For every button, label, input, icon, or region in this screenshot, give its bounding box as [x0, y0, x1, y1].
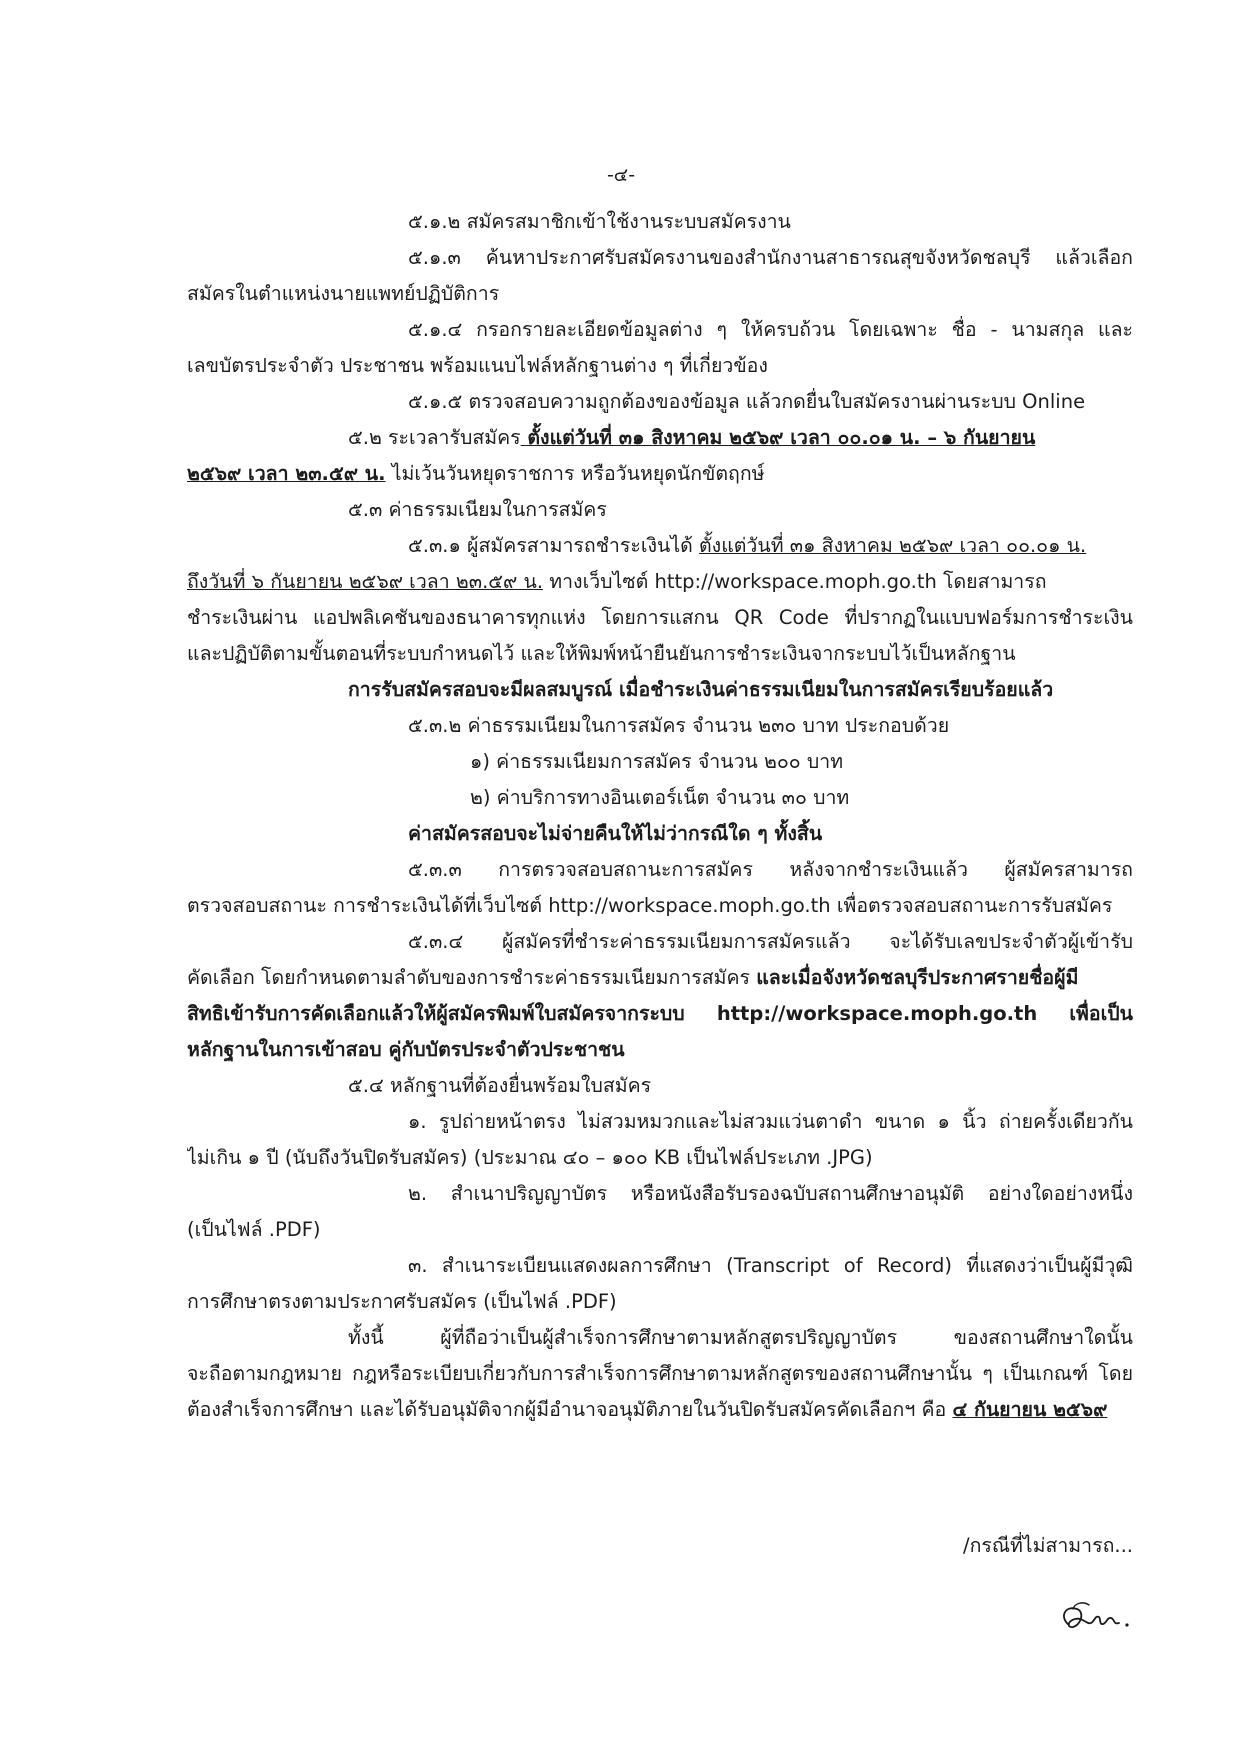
signature-initials — [1055, 1595, 1135, 1645]
item-5-1-5: ๕.๑.๕ ตรวจสอบความถูกต้องของข้อมูล แล้วกดยื่นใบสมัครงานผ่านระบบ Online — [408, 390, 1086, 413]
document-1-line1: ๑. รูปถ่ายหน้าตรง ไม่สวมหมวกและไม่สวมแว่นตาดำ ขนาด ๑ นิ้ว ถ่ายครั้งเดียวกัน — [408, 1110, 1133, 1133]
item-5-2-label: ๕.๒ ระเวลารับสมัคร — [348, 426, 521, 449]
item-5-3-1-line2 — [187, 564, 1133, 600]
document-1-line2: ไม่เกิน ๑ ปี (นับถึงวันปิดรับสมัคร) (ประมาณ ๔๐ – ๑๐๐ KB เป็นไฟล์ประเภท .JPG) — [187, 1146, 873, 1169]
item-5-3-4-line3: สิทธิเข้ารับการคัดเลือกแล้วให้ผู้สมัครพิมพ์ใบสมัครจากระบบ http://workspace.moph.go.th เพื่อเป็น — [187, 1002, 1133, 1025]
item-5-3-4-text: คัดเลือก โดยกำหนดตามลำดับของการชำระค่าธรรมเนียมการสมัคร — [187, 966, 757, 989]
item-5-3-3-line1: ๕.๓.๓ การตรวจสอบสถานะการสมัคร หลังจากชำระเงินแล้ว ผู้สมัครสามารถ — [408, 858, 1133, 881]
document-2-line2: (เป็นไฟล์ .PDF) — [187, 1218, 321, 1241]
item-5-1-3-line1: ๕.๑.๓ ค้นหาประกาศรับสมัครงานของสำนักงานสาธารณสุขจังหวัดชลบุรี แล้วเลือก — [408, 246, 1133, 269]
item-5-2-period-start: ตั้งแต่วันที่ ๓๑ สิงหาคม ๒๕๖๙ เวลา ๐๐.๐๑ น. – ๖ กันยายน — [520, 426, 1036, 449]
item-5-2-period-end: ๒๕๖๙ เวลา ๒๓.๕๙ น. — [187, 462, 386, 485]
item-5-2-line2 — [187, 456, 765, 492]
continuation-text: /กรณีที่ไม่สามารถ... — [963, 1534, 1133, 1557]
item-5-3-1-period-start: ตั้งแต่วันที่ ๓๑ สิงหาคม ๒๕๖๙ เวลา ๐๐.๐๑ น. — [699, 534, 1087, 557]
complete-registration-note: การรับสมัครสอบจะมีผลสมบูรณ์ เมื่อชำระเงินค่าธรรมเนียมในการสมัครเรียบร้อยแล้ว — [348, 678, 1054, 701]
item-5-4: ๕.๔ หลักฐานที่ต้องยื่นพร้อมใบสมัคร — [348, 1074, 652, 1097]
item-5-1-3-line2: สมัครในตำแหน่งนายแพทย์ปฏิบัติการ — [187, 282, 500, 305]
graduation-note-line2: จะถือตามกฎหมาย กฎหรือระเบียบเกี่ยวกับการสำเร็จการศึกษาตามหลักสูตรของสถานศึกษานั้น ๆ เป็นเกณฑ์ โดย — [187, 1362, 1133, 1385]
item-5-2-line1 — [348, 420, 1133, 456]
item-5-3-4-line4: หลักฐานในการเข้าสอบ คู่กับบัตรประจำตัวประชาชน — [187, 1038, 625, 1061]
item-5-3-3-line2: ตรวจสอบสถานะ การชำระเงินได้ที่เว็บไซต์ http://workspace.moph.go.th เพื่อตรวจสอบสถานะการรับสมัคร — [187, 894, 1113, 917]
page-number: -๔- — [606, 164, 636, 186]
fee-item-1: ๑) ค่าธรรมเนียมการสมัคร จำนวน ๒๐๐ บาท — [470, 750, 844, 773]
document-3-line1: ๓. สำเนาระเบียนแสดงผลการศึกษา (Transcript of Record) ที่แสดงว่าเป็นผู้มีวุฒิ — [408, 1254, 1133, 1277]
no-refund-note: ค่าสมัครสอบจะไม่จ่ายคืนให้ไม่ว่ากรณีใด ๆ ทั้งสิ้น — [408, 822, 823, 845]
item-5-3: ๕.๓ ค่าธรรมเนียมในการสมัคร — [348, 498, 607, 521]
item-5-3-1-period-end: ถึงวันที่ ๖ กันยายน ๒๕๖๙ เวลา ๒๓.๕๙ น. — [187, 570, 544, 593]
document-3-line2: การศึกษาตรงตามประกาศรับสมัคร (เป็นไฟล์ .PDF) — [187, 1290, 617, 1313]
item-5-3-1-website: ทางเว็บไซต์ http://workspace.moph.go.th โดยสามารถ — [543, 570, 1047, 593]
graduation-deadline: ๔ กันยายน ๒๕๖๙ — [952, 1398, 1108, 1421]
item-5-1-4-line1: ๕.๑.๔ กรอกรายละเอียดข้อมูลต่าง ๆ ให้ครบถ้วน โดยเฉพาะ ชื่อ - นามสกุล และ — [408, 318, 1133, 341]
item-5-3-4-line2 — [187, 960, 1078, 996]
item-5-3-2: ๕.๓.๒ ค่าธรรมเนียมในการสมัคร จำนวน ๒๓๐ บาท ประกอบด้วย — [408, 714, 950, 737]
graduation-note-line1: ทั้งนี้ ผู้ที่ถือว่าเป็นผู้สำเร็จการศึกษาตามหลักสูตรปริญญาบัตร ของสถานศึกษาใดนั้น — [348, 1326, 1133, 1349]
item-5-3-4-line1: ๕.๓.๔ ผู้สมัครที่ชำระค่าธรรมเนียมการสมัครแล้ว จะได้รับเลขประจำตัวผู้เข้ารับ — [408, 930, 1133, 953]
item-5-3-1-line1 — [408, 528, 1133, 564]
fee-item-2: ๒) ค่าบริการทางอินเตอร์เน็ต จำนวน ๓๐ บาท — [470, 786, 850, 809]
item-5-1-2: ๕.๑.๒ สมัครสมาชิกเข้าใช้งานระบบสมัครงาน — [408, 210, 791, 233]
document-2-line1: ๒. สำเนาปริญญาบัตร หรือหนังสือรับรองฉบับสถานศึกษาอนุมัติ อย่างใดอย่างหนึ่ง — [408, 1182, 1133, 1205]
graduation-note-text: ต้องสำเร็จการศึกษา และได้รับอนุมัติจากผู้มีอำนาจอนุมัติภายในวันปิดรับสมัครคัดเลือกฯ คือ — [187, 1398, 953, 1421]
item-5-3-1-line3: ชำระเงินผ่าน แอปพลิเคชันของธนาคารทุกแห่ง โดยการแสกน QR Code ที่ปรากฏในแบบฟอร์มการชำระเงิน — [187, 606, 1133, 629]
graduation-note-line3 — [187, 1392, 1133, 1428]
item-5-1-4-line2: เลขบัตรประจำตัว ประชาชน พร้อมแนบไฟล์หลักฐานต่าง ๆ ที่เกี่ยวข้อง — [187, 354, 768, 377]
item-5-3-1-text: ๕.๓.๑ ผู้สมัครสามารถชำระเงินได้ — [408, 534, 700, 557]
item-5-3-1-line4: และปฏิบัติตามขั้นตอนที่ระบบกำหนดไว้ และให้พิมพ์หน้ายืนยันการชำระเงินจากระบบไว้เป็นหลักฐาน — [187, 642, 1016, 665]
item-5-3-4-bold-start: และเมื่อจังหวัดชลบุรีประกาศรายชื่อผู้มี — [756, 966, 1079, 989]
item-5-2-note: ไม่เว้นวันหยุดราชการ หรือวันหยุดนักขัตฤกษ์ — [385, 462, 765, 485]
